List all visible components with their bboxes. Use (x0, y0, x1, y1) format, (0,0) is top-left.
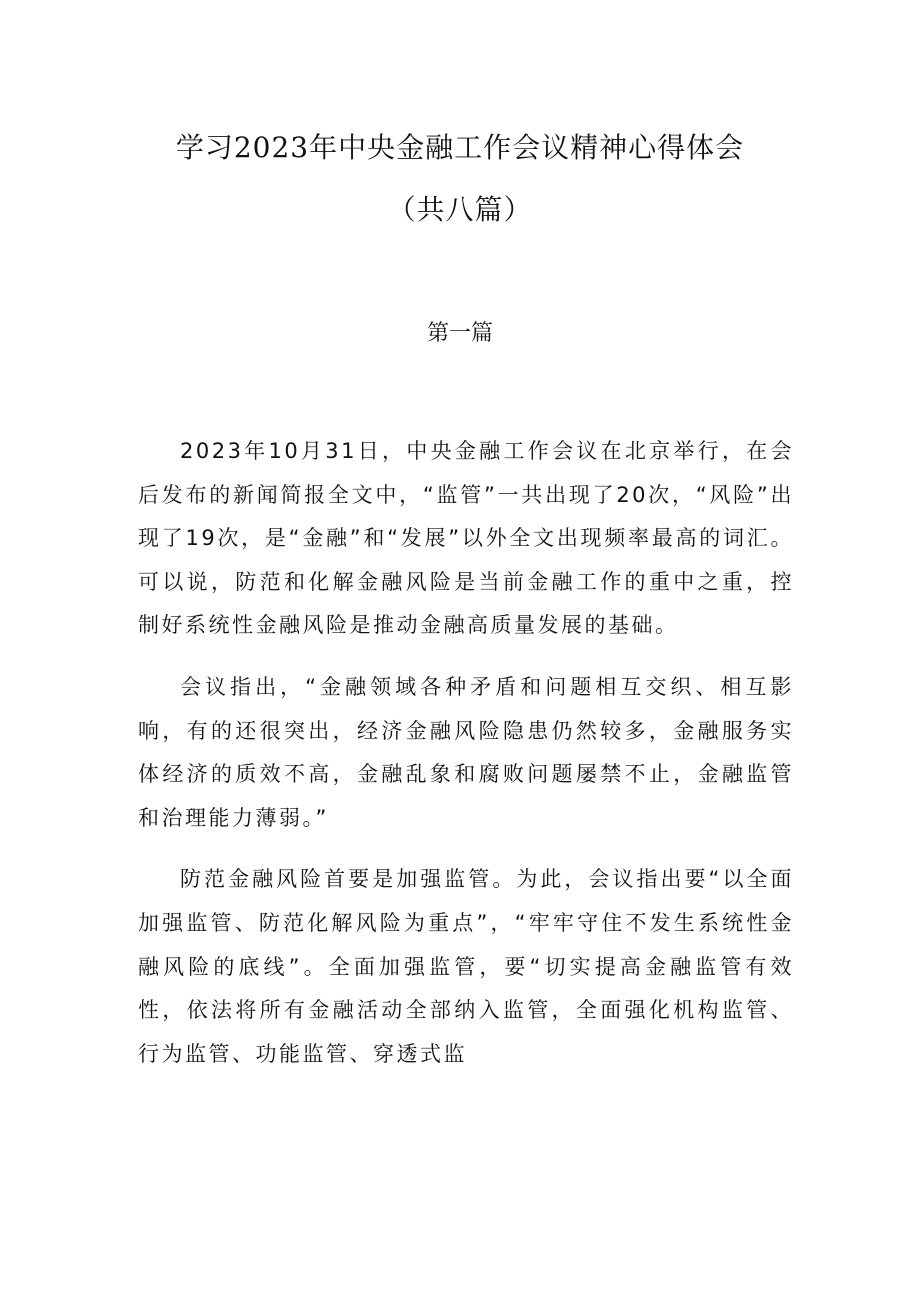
paragraph-1: 2023年10月31日，中央金融工作会议在北京举行，在会后发布的新闻简报全文中，“监管”一共出现了20次，“风险”出现了19次，是“金融”和“发展”以外全文出现频率最高的词汇。可以说，防范和化解金融风险是当前金融工作的重中之重，控制好系统性金融风险是推动金融高质量发展的基础。 (138, 439, 794, 638)
section-heading: 第一篇 (426, 321, 493, 346)
paragraph-2: 会议指出，“金融领域各种矛盾和问题相互交织、相互影响，有的还很突出，经济金融风险隐患仍然较多，金融服务实体经济的质效不高，金融乱象和腐败问题屡禁不止，金融监管和治理能力薄弱。” (138, 674, 794, 830)
document-title: 学习2023年中央金融工作会议精神心得体会 (175, 131, 745, 164)
document-subtitle: （共八篇） (387, 193, 533, 226)
document-body (138, 430, 794, 1094)
paragraph-3: 防范金融风险首要是加强监管。为此，会议指出要“以全面加强监管、防范化解风险为重点”，“牢牢守住不发生系统性金融风险的底线”。全面加强监管，要“切实提高金融监管有效性，依法将所有金融活动全部纳入监管，全面强化机构监管、行为监管、功能监管、穿透式监 (138, 867, 794, 1066)
